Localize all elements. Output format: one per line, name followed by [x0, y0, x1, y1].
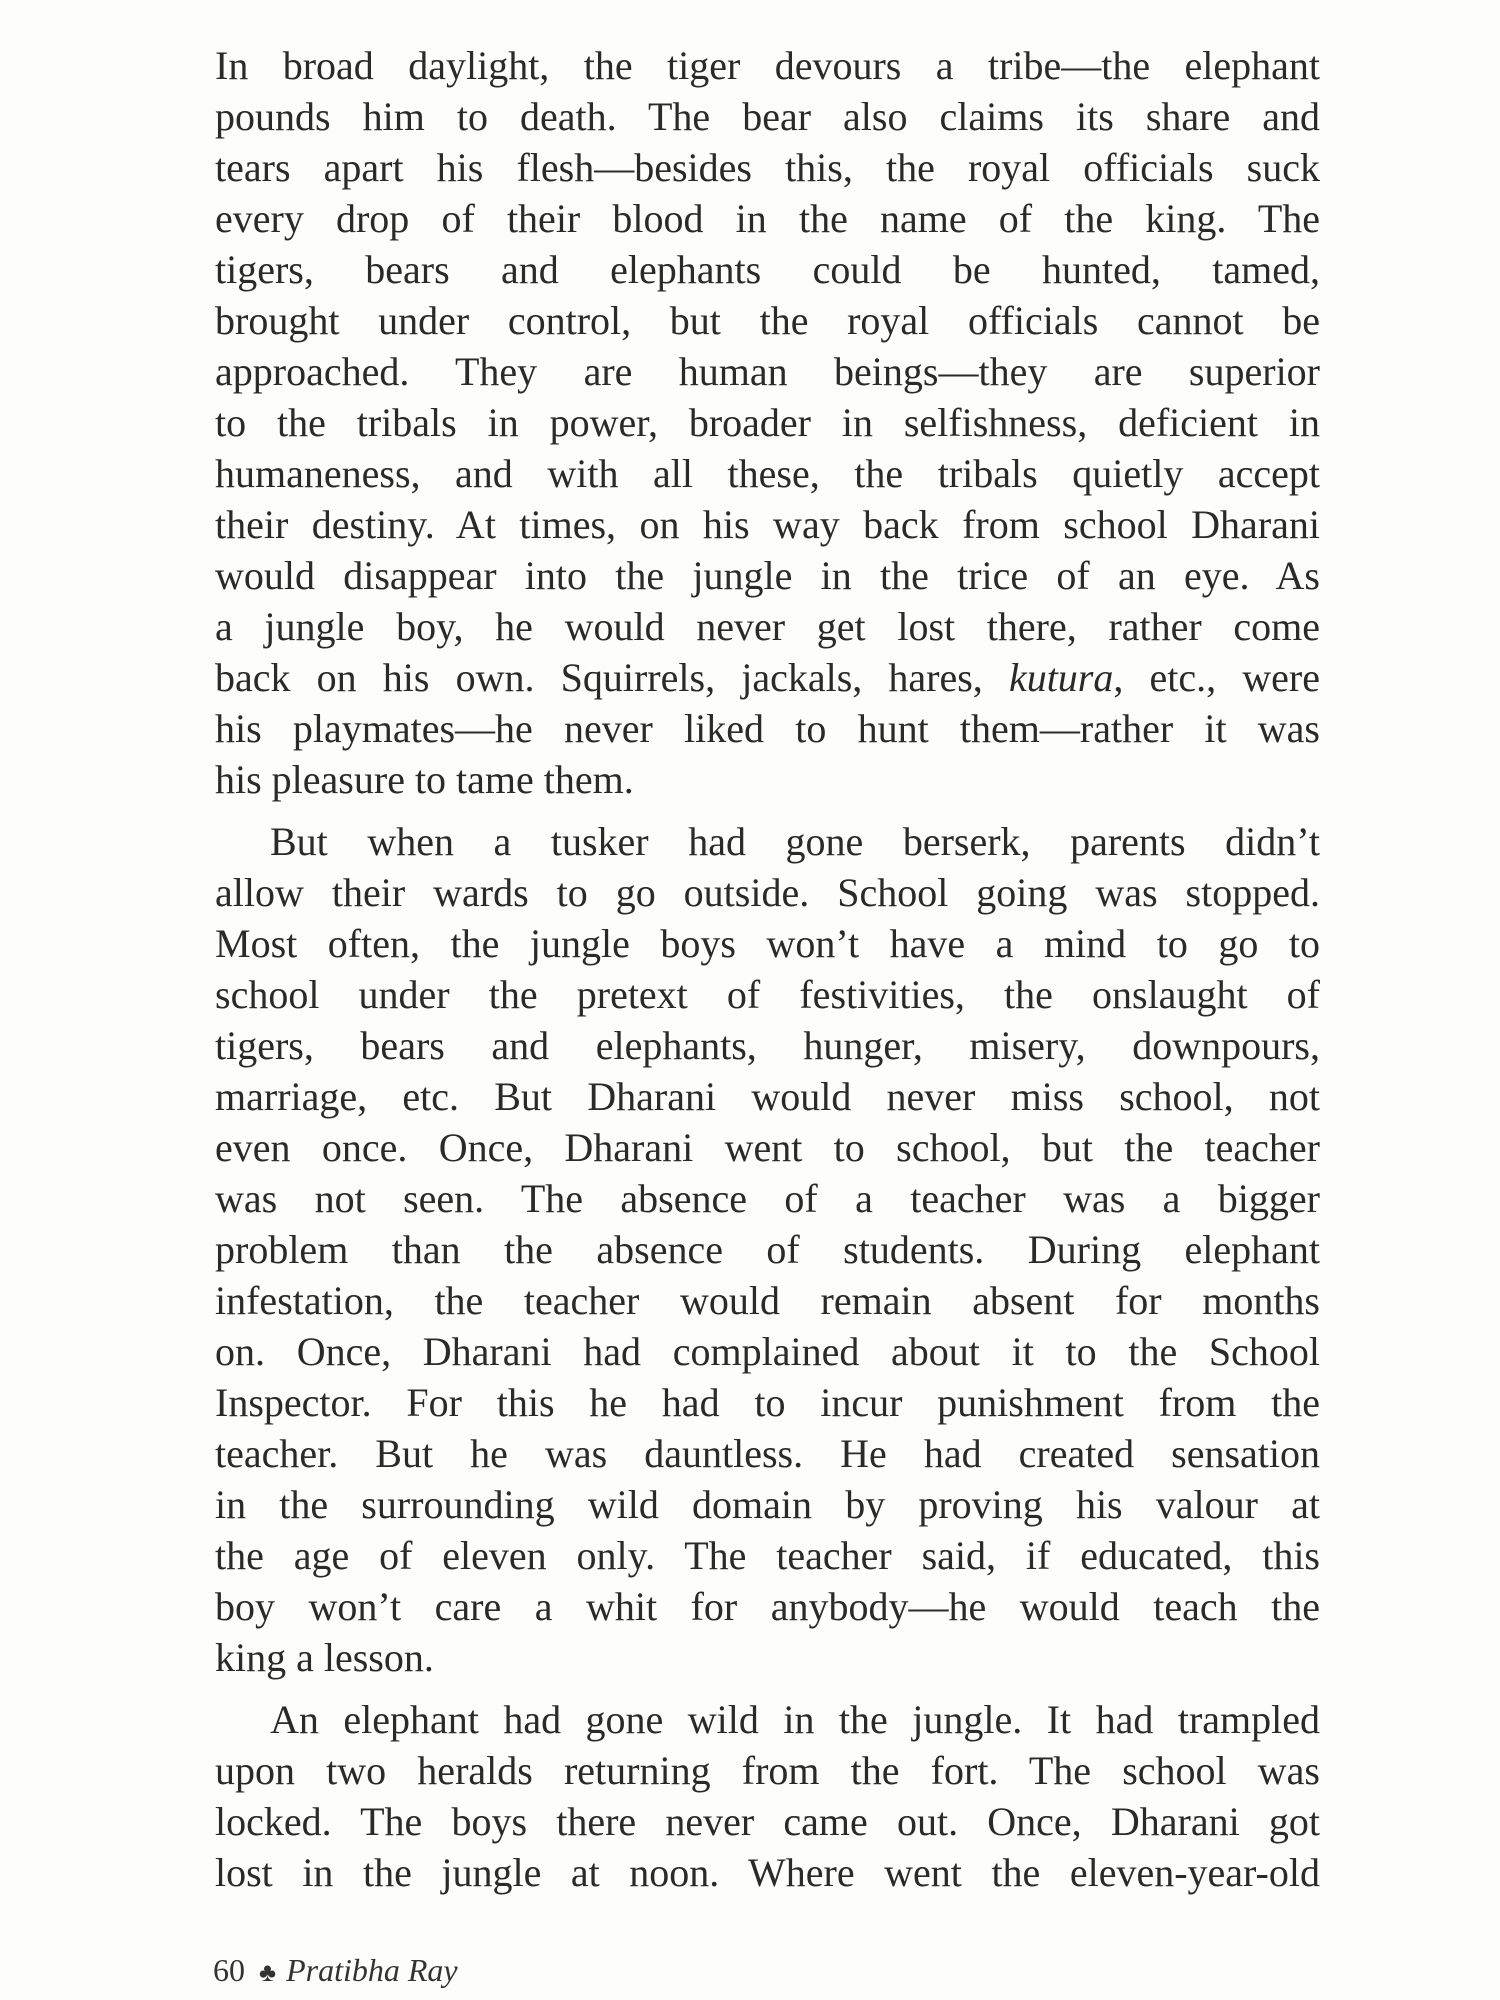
text-line: In broad daylight, the tiger devours a tribe—the elephant — [215, 43, 1320, 88]
text-segment: back on his own. Squirrels, jackals, hares, — [215, 655, 1009, 700]
text-line: on. Once, Dharani had complained about it to the School — [215, 1329, 1320, 1374]
text-line: tigers, bears and elephants could be hunted, tamed, — [215, 247, 1320, 292]
text-line: king a lesson. — [215, 1635, 434, 1680]
text-line: marriage, etc. But Dharani would never miss school, not — [215, 1074, 1320, 1119]
paragraph-2 — [215, 816, 1320, 1683]
text-line: upon two heralds returning from the fort. The school was — [215, 1748, 1320, 1793]
text-line: An elephant had gone wild in the jungle. It had trampled — [270, 1697, 1320, 1742]
text-line: the age of eleven only. The teacher said, if educated, this — [215, 1533, 1320, 1578]
text-line: approached. They are human beings—they are superior — [215, 349, 1320, 394]
text-line: pounds him to death. The bear also claims its share and — [215, 94, 1320, 139]
running-footer-author: Pratibha Ray — [286, 1952, 458, 1988]
text-line: infestation, the teacher would remain absent for months — [215, 1278, 1320, 1323]
text-line: in the surrounding wild domain by proving his valour at — [215, 1482, 1320, 1527]
text-line: a jungle boy, he would never get lost there, rather come — [215, 604, 1320, 649]
club-ornament-icon: ♣ — [259, 1958, 277, 1987]
text-line: to the tribals in power, broader in selfishness, deficient in — [215, 400, 1320, 445]
text-line: Most often, the jungle boys won’t have a mind to go to — [215, 921, 1320, 966]
paragraph-3 — [215, 1694, 1320, 1898]
text-line: would disappear into the jungle in the trice of an eye. As — [215, 553, 1320, 598]
text-line: locked. The boys there never came out. Once, Dharani got — [215, 1799, 1320, 1844]
text-line: their destiny. At times, on his way back from school Dharani — [215, 502, 1320, 547]
text-line: was not seen. The absence of a teacher was a bigger — [215, 1176, 1320, 1221]
text-line: tigers, bears and elephants, hunger, misery, downpours, — [215, 1023, 1320, 1068]
text-line: brought under control, but the royal officials cannot be — [215, 298, 1320, 343]
text-line: humaneness, and with all these, the tribals quietly accept — [215, 451, 1320, 496]
page-number: 60 — [213, 1952, 245, 1988]
text-line: every drop of their blood in the name of the king. The — [215, 196, 1320, 241]
page-body — [215, 40, 1320, 1909]
text-line — [215, 652, 1320, 703]
page-footer — [213, 1950, 458, 1993]
text-line: his playmates—he never liked to hunt them—rather it was — [215, 706, 1320, 751]
text-line: problem than the absence of students. During elephant — [215, 1227, 1320, 1272]
text-line: teacher. But he was dauntless. He had created sensation — [215, 1431, 1320, 1476]
text-line: his pleasure to tame them. — [215, 757, 634, 802]
text-line: tears apart his flesh—besides this, the royal officials suck — [215, 145, 1320, 190]
text-line: allow their wards to go outside. School going was stopped. — [215, 870, 1320, 915]
text-line: even once. Once, Dharani went to school, but the teacher — [215, 1125, 1320, 1170]
text-line: Inspector. For this he had to incur punishment from the — [215, 1380, 1320, 1425]
text-line: school under the pretext of festivities, the onslaught of — [215, 972, 1320, 1017]
paragraph-1 — [215, 40, 1320, 805]
text-line: boy won’t care a whit for anybody—he would teach the — [215, 1584, 1320, 1629]
text-segment: , etc., were — [1113, 655, 1320, 700]
text-line: But when a tusker had gone berserk, parents didn’t — [270, 819, 1320, 864]
italic-word: kutura — [1008, 655, 1114, 700]
text-line: lost in the jungle at noon. Where went the eleven-year-old — [215, 1850, 1320, 1895]
